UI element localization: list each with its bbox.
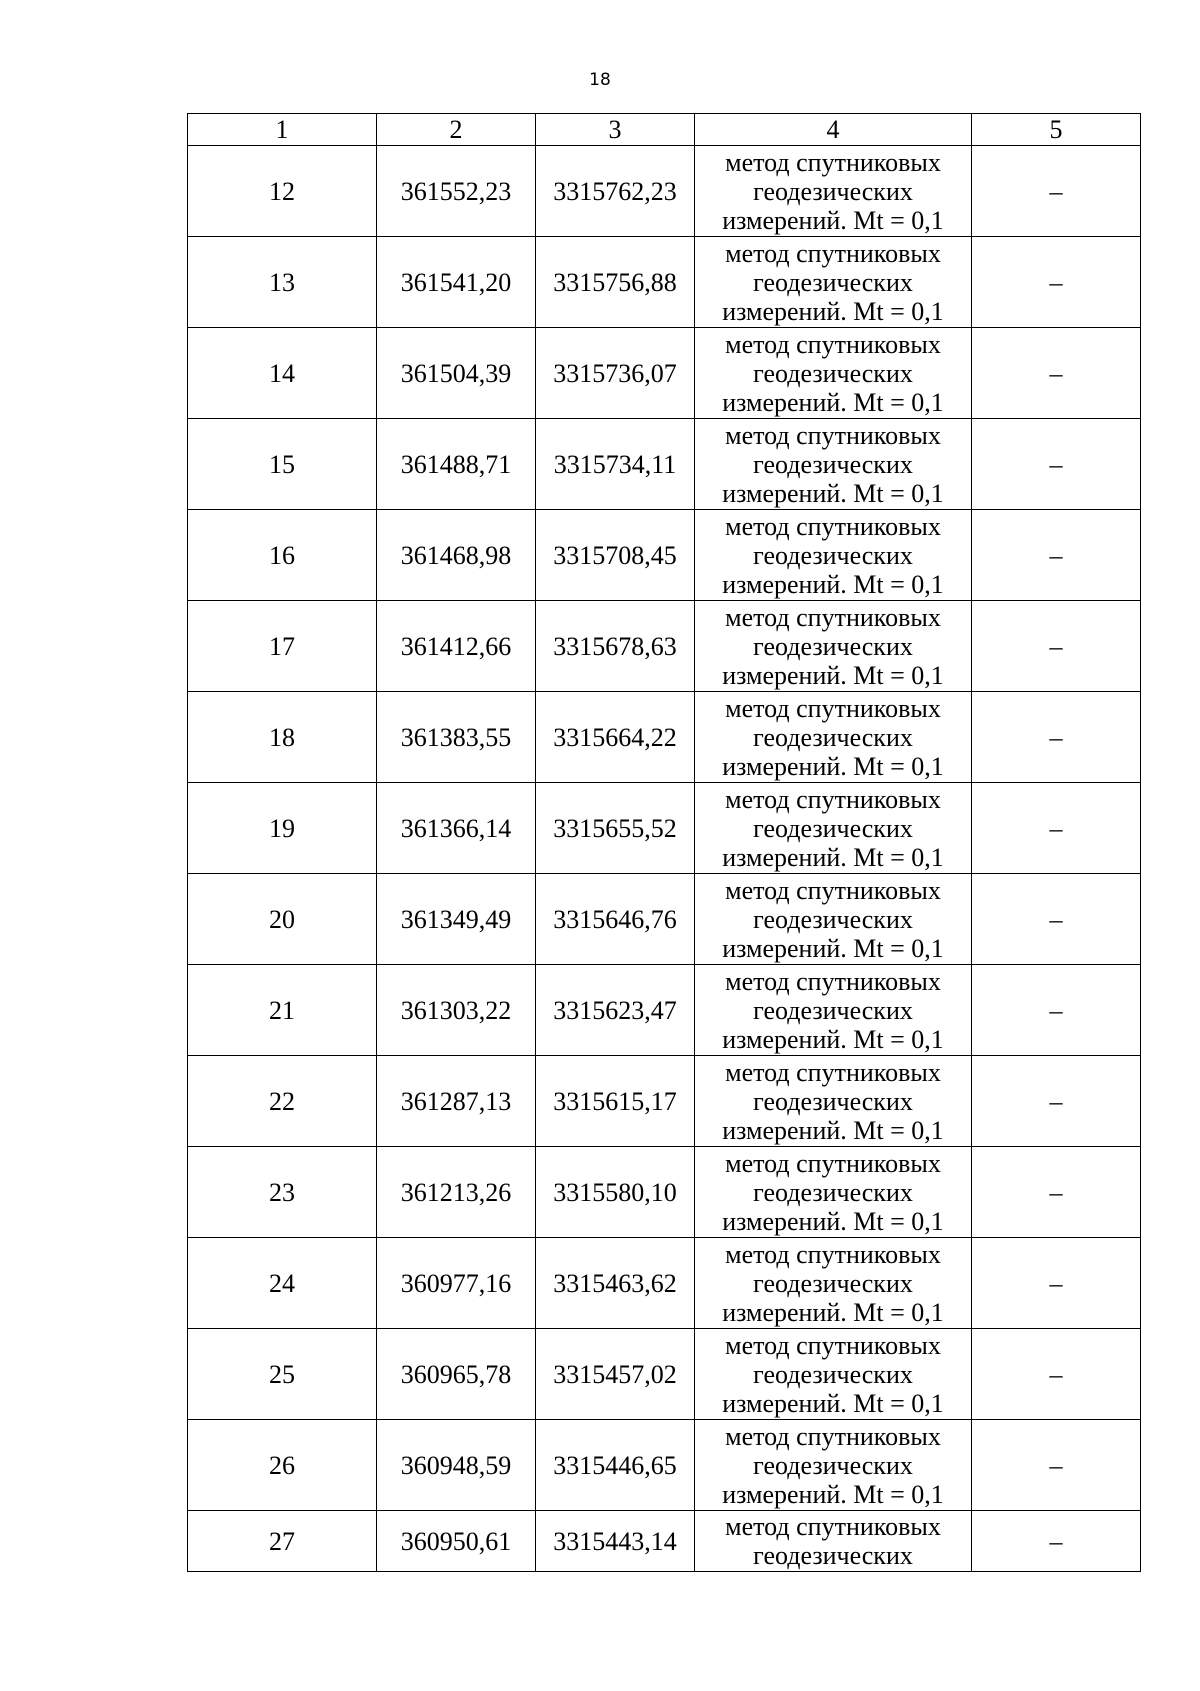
- method-text-line: измерений. Mt = 0,1: [722, 1479, 944, 1509]
- coordinate-x-cell: 361412,66: [377, 601, 536, 692]
- method-text-line: метод спутниковых: [725, 1057, 941, 1087]
- method-text-line: геодезических: [753, 267, 913, 297]
- table-row: [188, 1329, 1141, 1420]
- table-header-row: [188, 114, 1141, 146]
- point-number-cell: 20: [188, 874, 377, 965]
- note-cell: –: [972, 1420, 1141, 1511]
- point-number-cell: 23: [188, 1147, 377, 1238]
- method-cell: [695, 1056, 972, 1147]
- method-cell: [695, 510, 972, 601]
- point-number-cell: 21: [188, 965, 377, 1056]
- coordinate-y-cell: 3315678,63: [536, 601, 695, 692]
- method-text-line: измерений. Mt = 0,1: [722, 1115, 944, 1145]
- note-cell: –: [972, 1147, 1141, 1238]
- method-text-line: метод спутниковых: [725, 238, 941, 268]
- coordinate-x-cell: 360977,16: [377, 1238, 536, 1329]
- coordinate-x-cell: 361552,23: [377, 146, 536, 237]
- method-text-line: метод спутниковых: [725, 147, 941, 177]
- coordinate-x-cell: 361366,14: [377, 783, 536, 874]
- method-text-line: геодезических: [753, 995, 913, 1025]
- table-row: [188, 874, 1141, 965]
- note-cell: –: [972, 1056, 1141, 1147]
- coordinate-x-cell: 360948,59: [377, 1420, 536, 1511]
- table-row: [188, 783, 1141, 874]
- method-cell: [695, 419, 972, 510]
- method-text-line: геодезических: [753, 1359, 913, 1389]
- point-number-cell: 17: [188, 601, 377, 692]
- coordinate-y-cell: 3315734,11: [536, 419, 695, 510]
- coordinate-y-cell: 3315580,10: [536, 1147, 695, 1238]
- method-cell: [695, 1147, 972, 1238]
- method-text-line: измерений. Mt = 0,1: [722, 387, 944, 417]
- method-text-line: геодезических: [753, 176, 913, 206]
- method-text-line: метод спутниковых: [725, 966, 941, 996]
- method-text-line: метод спутниковых: [725, 875, 941, 905]
- method-text-line: метод спутниковых: [725, 329, 941, 359]
- point-number-cell: 26: [188, 1420, 377, 1511]
- note-cell: –: [972, 419, 1141, 510]
- coordinate-x-cell: 361488,71: [377, 419, 536, 510]
- table-row: [188, 692, 1141, 783]
- note-cell: –: [972, 146, 1141, 237]
- note-cell: –: [972, 328, 1141, 419]
- table-row: [188, 1056, 1141, 1147]
- method-cell: [695, 965, 972, 1056]
- method-text-line: геодезических: [753, 904, 913, 934]
- method-text-line: геодезических: [753, 358, 913, 388]
- table-body: [188, 146, 1141, 1572]
- coordinate-x-cell: 361303,22: [377, 965, 536, 1056]
- method-text-line: измерений. Mt = 0,1: [722, 842, 944, 872]
- method-text-line: измерений. Mt = 0,1: [722, 933, 944, 963]
- table-row: [188, 237, 1141, 328]
- table-row: [188, 1420, 1141, 1511]
- coordinate-y-cell: 3315615,17: [536, 1056, 695, 1147]
- coordinate-y-cell: 3315623,47: [536, 965, 695, 1056]
- method-text-line: геодезических: [753, 449, 913, 479]
- method-cell: [695, 1329, 972, 1420]
- coordinate-x-cell: 360965,78: [377, 1329, 536, 1420]
- coordinate-y-cell: 3315708,45: [536, 510, 695, 601]
- coordinate-y-cell: 3315664,22: [536, 692, 695, 783]
- coordinate-y-cell: 3315457,02: [536, 1329, 695, 1420]
- table-row: [188, 1238, 1141, 1329]
- note-cell: –: [972, 965, 1141, 1056]
- coordinate-x-cell: 360950,61: [377, 1511, 536, 1572]
- method-text-line: измерений. Mt = 0,1: [722, 1297, 944, 1327]
- coordinate-y-cell: 3315446,65: [536, 1420, 695, 1511]
- method-text-line: измерений. Mt = 0,1: [722, 205, 944, 235]
- method-text-line: измерений. Mt = 0,1: [722, 1388, 944, 1418]
- point-number-cell: 13: [188, 237, 377, 328]
- method-text-line: геодезических: [753, 722, 913, 752]
- table-row: [188, 601, 1141, 692]
- point-number-cell: 12: [188, 146, 377, 237]
- method-cell: [695, 601, 972, 692]
- table-row: [188, 510, 1141, 601]
- coordinate-x-cell: 361213,26: [377, 1147, 536, 1238]
- method-text-line: метод спутниковых: [725, 602, 941, 632]
- coordinate-x-cell: 361541,20: [377, 237, 536, 328]
- method-cell: [695, 1238, 972, 1329]
- point-number-cell: 19: [188, 783, 377, 874]
- point-number-cell: 25: [188, 1329, 377, 1420]
- coordinate-y-cell: 3315463,62: [536, 1238, 695, 1329]
- coordinate-x-cell: 361287,13: [377, 1056, 536, 1147]
- method-cell: [695, 1420, 972, 1511]
- coordinate-x-cell: 361383,55: [377, 692, 536, 783]
- column-header: 3: [536, 114, 695, 146]
- column-header: 5: [972, 114, 1141, 146]
- method-text-line: измерений. Mt = 0,1: [722, 1024, 944, 1054]
- coordinate-y-cell: 3315655,52: [536, 783, 695, 874]
- method-text-line: измерений. Mt = 0,1: [722, 751, 944, 781]
- note-cell: –: [972, 1329, 1141, 1420]
- coordinate-x-cell: 361468,98: [377, 510, 536, 601]
- method-text-line: метод спутниковых: [725, 1330, 941, 1360]
- method-text-line: метод спутниковых: [725, 1421, 941, 1451]
- method-text-line: измерений. Mt = 0,1: [722, 296, 944, 326]
- column-header: 4: [695, 114, 972, 146]
- coordinate-x-cell: 361504,39: [377, 328, 536, 419]
- table-row: [188, 1511, 1141, 1572]
- coordinate-y-cell: 3315646,76: [536, 874, 695, 965]
- method-cell: [695, 237, 972, 328]
- method-cell: [695, 692, 972, 783]
- method-text-line: измерений. Mt = 0,1: [722, 660, 944, 690]
- method-text-line: метод спутниковых: [725, 693, 941, 723]
- point-number-cell: 15: [188, 419, 377, 510]
- method-text-line: геодезических: [753, 1086, 913, 1116]
- method-cell: [695, 1511, 972, 1572]
- method-text-line: геодезических: [753, 1450, 913, 1480]
- coordinate-y-cell: 3315756,88: [536, 237, 695, 328]
- table-row: [188, 146, 1141, 237]
- method-cell: [695, 146, 972, 237]
- point-number-cell: 14: [188, 328, 377, 419]
- note-cell: –: [972, 874, 1141, 965]
- note-cell: –: [972, 1238, 1141, 1329]
- column-header: 1: [188, 114, 377, 146]
- point-number-cell: 24: [188, 1238, 377, 1329]
- coordinates-table: [187, 113, 1141, 1572]
- note-cell: –: [972, 692, 1141, 783]
- method-text-line: метод спутниковых: [725, 1512, 941, 1541]
- page-number: 18: [589, 70, 611, 90]
- point-number-cell: 27: [188, 1511, 377, 1572]
- note-cell: –: [972, 237, 1141, 328]
- note-cell: –: [972, 510, 1141, 601]
- method-text-line: измерений. Mt = 0,1: [722, 1206, 944, 1236]
- method-cell: [695, 328, 972, 419]
- coordinate-y-cell: 3315443,14: [536, 1511, 695, 1572]
- point-number-cell: 16: [188, 510, 377, 601]
- method-cell: [695, 783, 972, 874]
- method-text-line: метод спутниковых: [725, 784, 941, 814]
- point-number-cell: 18: [188, 692, 377, 783]
- table-row: [188, 965, 1141, 1056]
- method-text-line: метод спутниковых: [725, 1239, 941, 1269]
- method-text-line: геодезических: [753, 1177, 913, 1207]
- method-text-line: измерений. Mt = 0,1: [722, 569, 944, 599]
- coordinate-y-cell: 3315762,23: [536, 146, 695, 237]
- coordinate-y-cell: 3315736,07: [536, 328, 695, 419]
- table-row: [188, 419, 1141, 510]
- method-text-line: метод спутниковых: [725, 420, 941, 450]
- method-text-line: метод спутниковых: [725, 1148, 941, 1178]
- method-text-line: геодезических: [753, 631, 913, 661]
- coordinate-x-cell: 361349,49: [377, 874, 536, 965]
- method-text-line: геодезических: [753, 813, 913, 843]
- method-text-line: геодезических: [753, 1541, 913, 1570]
- note-cell: –: [972, 783, 1141, 874]
- method-text-line: геодезических: [753, 540, 913, 570]
- method-text-line: измерений. Mt = 0,1: [722, 478, 944, 508]
- method-text-line: метод спутниковых: [725, 511, 941, 541]
- note-cell: –: [972, 601, 1141, 692]
- table-row: [188, 1147, 1141, 1238]
- method-text-line: геодезических: [753, 1268, 913, 1298]
- point-number-cell: 22: [188, 1056, 377, 1147]
- column-header: 2: [377, 114, 536, 146]
- note-cell: –: [972, 1511, 1141, 1572]
- table-row: [188, 328, 1141, 419]
- method-cell: [695, 874, 972, 965]
